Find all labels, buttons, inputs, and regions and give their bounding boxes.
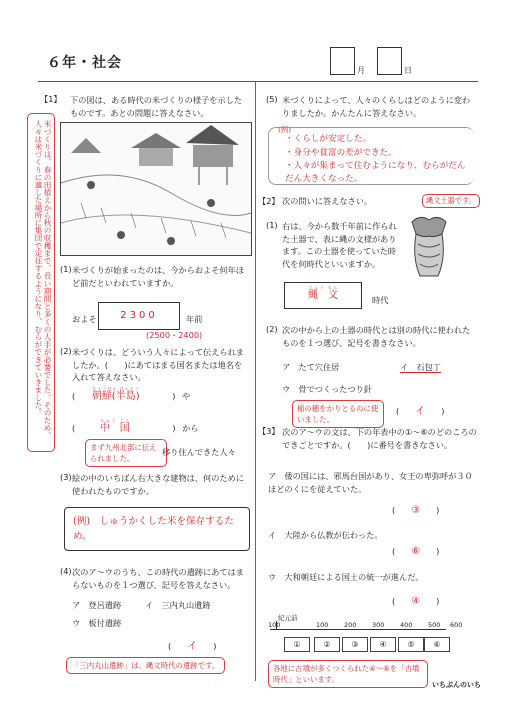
- jomon-pottery-image: [404, 214, 454, 282]
- q1-post: 年前: [186, 314, 203, 324]
- section1-heading: 【1】: [40, 94, 62, 104]
- timeline-label: 紀元前: [278, 614, 298, 622]
- column-divider: [255, 81, 256, 681]
- s2-q2-option-u: ウ 骨でつくったつり針: [282, 384, 372, 394]
- q4-option-u: ウ 板付遺跡: [72, 618, 122, 628]
- day-box[interactable]: [377, 47, 402, 75]
- s2-q2-answer: イ: [415, 406, 426, 417]
- q1-alt: (2500・2400): [146, 330, 203, 340]
- q2-tail: 移り住んできた人々: [162, 447, 236, 457]
- q2-answer1-row: ( 朝鮮(半島)ちょうせん はんとう ) や: [72, 386, 191, 402]
- q5-number: (5): [266, 94, 278, 104]
- q2-answer1: 朝鮮(半島)ちょうせん はんとう: [91, 386, 140, 402]
- s3-item-u-answer: ④: [411, 596, 421, 607]
- month-box[interactable]: [330, 47, 355, 75]
- q1-text: 米づくりが始まったのは、今からおよそ何年ほど前だといわれていますか。: [72, 265, 244, 288]
- section2-tag: 縄文土器です。: [422, 194, 480, 208]
- s3-item-i: イ 大陸から仏教が伝わった。: [268, 530, 383, 540]
- q2-answer2-row: ( 中 国ちゅう ごく ) から: [72, 418, 199, 434]
- section1-intro: 下の図は、ある時代の米づくりの様子を示したものです。あとの問題に答えなさい。: [70, 95, 242, 118]
- footer-brand: いちぷんのいち: [432, 681, 481, 689]
- timeline-box-2: ②: [314, 637, 340, 652]
- q2-note: まず九州北部に伝えられました。: [85, 439, 167, 467]
- q2-answer2: 中 国ちゅう ごく: [99, 418, 130, 434]
- q3-text: 絵の中のいちばん右大きな建物は、何のために使われたものですか。: [72, 473, 244, 496]
- header-rule: [38, 81, 478, 82]
- q5-answer-line-3: ・人々が集まって住むようになり、むらがだんだん大きくなった。: [285, 161, 466, 185]
- q5-answer-line-2: ・身分や貧富の差ができた。: [285, 148, 397, 158]
- q3-number: (3): [60, 472, 72, 482]
- s3-item-u: ウ 大和朝廷による国土の統一が進んだ。: [268, 572, 424, 582]
- q5-answer-bracket: [268, 127, 474, 185]
- q5-example-label: (例): [278, 125, 292, 134]
- q4-answer-row: ( イ ): [168, 641, 217, 652]
- s3-item-a-answer: ③: [411, 505, 421, 516]
- timeline-tick-3: 200: [344, 621, 357, 629]
- s3-item-u-answer-row: ( ④ ): [392, 596, 440, 607]
- q5-answer-line-1: ・くらしが安定した。: [285, 134, 371, 144]
- q4-number: (4): [60, 566, 72, 576]
- s2-q2-text: 次の中から上の土器の時代とは別の時代に使われたものを１つ選び、記号を書きなさい。: [282, 325, 471, 348]
- q3-answer: (例) しゅうかくした米を保存するため。: [73, 516, 234, 543]
- q1-number: (1): [60, 264, 72, 274]
- q2-number: (2): [60, 346, 72, 356]
- section3-note: 各地に古墳が多くつくられた④〜⑥を「古墳時代」といいます。: [268, 660, 428, 688]
- s2-q2-note: 稲の穂をかりとるのに使いました。: [292, 400, 384, 428]
- page-title: ６年・社会: [47, 55, 122, 71]
- timeline-box-1: ①: [284, 637, 310, 652]
- s2-q1-answer-box[interactable]: [284, 282, 362, 309]
- section3-intro: 次のア〜ウの文は、下の年表中の①〜⑥のどのころのできごとですか。( )に番号を書きなさい。: [282, 427, 477, 450]
- rice-farming-illustration: [60, 122, 252, 256]
- q4-answer: イ: [187, 641, 198, 652]
- timeline-tick-2: 100: [316, 621, 329, 629]
- q4-option-a: ア 登呂遺跡: [72, 600, 122, 610]
- timeline: [268, 621, 448, 655]
- s2-q2-number: (2): [266, 324, 278, 334]
- q4-text: 次のア〜ウのうち、この時代の遺跡にあてはまらないものを１つ選び、記号を答えなさい。: [72, 567, 244, 590]
- month-label: 月: [357, 66, 365, 75]
- section2-intro: 次の問いに答えなさい。: [282, 196, 373, 206]
- s2-q2-answer-row: ( イ ): [396, 406, 445, 417]
- q1-pre: およそ: [72, 314, 97, 324]
- timeline-box-5: ⑤: [398, 637, 424, 652]
- s2-q1-answer: 縄 文じょう もん: [308, 285, 338, 301]
- s2-q2-option-a: ア たて穴住居: [282, 362, 340, 372]
- timeline-tick-4: 300: [372, 621, 385, 629]
- s2-q2-option-i: イ 石包丁: [400, 362, 441, 372]
- timeline-tick-5: 400: [400, 621, 413, 629]
- section2-heading: 【2】: [258, 196, 280, 206]
- timeline-box-4: ④: [370, 637, 396, 652]
- s3-item-a: ア 倭の国には、邪馬台国があり、女王の卑弥呼が３０ほどのくにを従えていた。: [268, 471, 473, 494]
- q1-answer-box[interactable]: [98, 302, 180, 330]
- timeline-tick-0: 100: [268, 621, 281, 629]
- s3-item-i-answer-row: ( ⑥ ): [392, 546, 440, 557]
- q3-answer-box[interactable]: [64, 507, 250, 551]
- sidebar-note: 米づくりは、春の田植えから秋の収穫まで、長い期間と多くの人手が必要でした。そのため、人々は米づくりに適した場所に集団で定住するようになり、むらができていきました。: [27, 113, 55, 452]
- s3-item-a-answer-row: ( ③ ): [392, 505, 440, 516]
- timeline-box-3: ③: [342, 637, 368, 652]
- q4-note: 「三内丸山遺跡」は、縄文時代の遺跡です。: [66, 657, 225, 674]
- timeline-box-6: ⑥: [424, 637, 450, 652]
- section3-heading: 【3】: [258, 426, 280, 436]
- s3-item-i-answer: ⑥: [411, 546, 421, 557]
- q2-text: 米づくりは、どういう人々によって伝えられましたか。( )にあてはまる国名または地名を入れて答えなさい。: [72, 347, 244, 383]
- s2-q1-number: (1): [266, 220, 278, 230]
- day-label: 日: [404, 66, 412, 75]
- timeline-tick-6: 500: [428, 621, 441, 629]
- q4-option-i: イ 三内丸山遺跡: [145, 600, 211, 610]
- q1-answer: 2300: [120, 310, 158, 321]
- s2-q1-post: 時代: [372, 295, 389, 305]
- q5-text: 米づくりによって、人々のくらしはどのように変わりましたか。かんたんに答えなさい。: [282, 95, 471, 118]
- s2-q1-text: 右は、今から数千年前に作られた土器で、表に縄の文様があります。この土器を使っていた時代を何時代といいますか。: [282, 221, 397, 270]
- timeline-tick-7: 600: [450, 621, 463, 629]
